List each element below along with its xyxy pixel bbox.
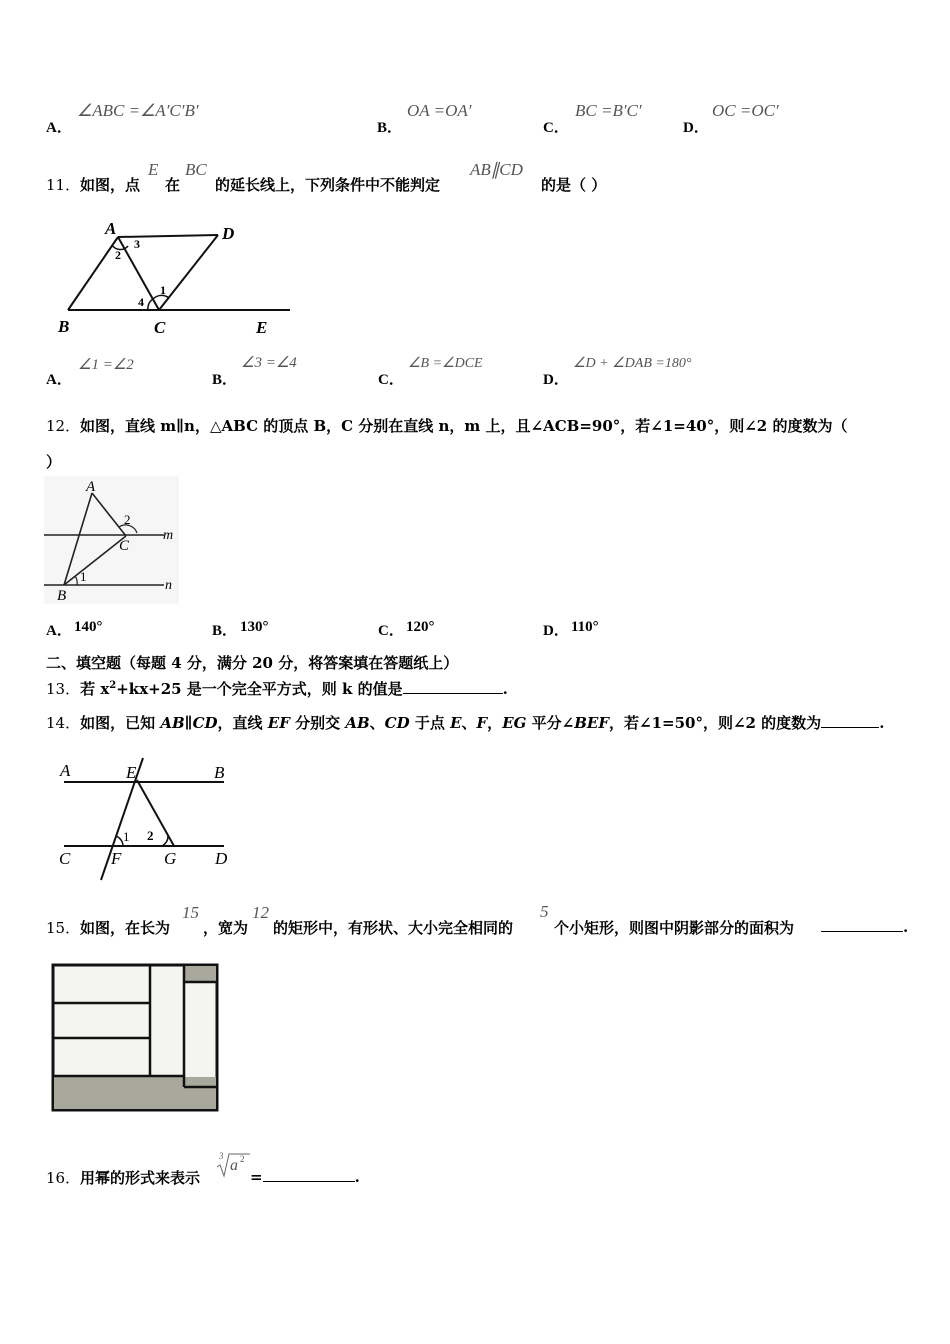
q12-option-d-letter: D． <box>543 623 569 639</box>
fig11-angle-4: 4 <box>138 295 144 309</box>
q11-text-3: 的延长线上，下列条件中不能判定 <box>215 176 441 194</box>
q10-option-a-letter: A． <box>46 120 72 136</box>
q14-text-8: 平分∠ <box>526 714 575 732</box>
angle-arc-2 <box>162 836 168 846</box>
q14-text-2: ，直线 <box>217 714 268 732</box>
q13-end: . <box>502 680 508 698</box>
q15-text-3: 的矩形中，有形状、大小完全相同的 <box>273 919 514 937</box>
q14-text-4: 、 <box>369 714 385 732</box>
q11-text-4: 的是（ ） <box>541 176 607 194</box>
fig12-label-a: A <box>86 479 96 495</box>
q14-text-5: 于点 <box>409 714 451 732</box>
q11-option-b-letter: B． <box>212 372 238 388</box>
q12-option-a-letter: A． <box>46 623 72 639</box>
q16-radical <box>216 1152 252 1178</box>
q10-option-c-expr: BC =B′C′ <box>575 101 642 120</box>
q14-line <box>46 712 884 733</box>
q15-number: 15． <box>46 919 81 937</box>
q12-option-b-value: 130° <box>240 619 269 635</box>
q14-end: . <box>879 714 885 732</box>
fig14-label-e: E <box>126 763 137 782</box>
q16-answer-blank[interactable] <box>263 1167 355 1182</box>
fig12-label-m: m <box>163 528 174 543</box>
fig12-angle-1: 1 <box>80 569 87 584</box>
q14-math-abcd: AB∥CD <box>160 714 218 732</box>
fig11-angle-1: 1 <box>160 283 166 297</box>
q13-answer-blank[interactable] <box>403 679 503 694</box>
fig14-angle-2: 2 <box>147 828 154 843</box>
fig14-label-f: F <box>111 849 122 868</box>
fig12-label-b: B <box>57 588 67 604</box>
fig12-label-c: C <box>119 538 130 554</box>
q14-math-bef: BEF <box>574 714 609 732</box>
q12-option-a-value: 140° <box>74 619 103 635</box>
q13-sup: 2 <box>109 680 117 691</box>
q14-text-6: 、 <box>461 714 477 732</box>
q16-radicand-sup: 2 <box>240 1154 245 1164</box>
q11-math-e: E <box>148 160 159 179</box>
q11-math-bc: BC <box>185 160 207 179</box>
q12-option-b-letter: B． <box>212 623 238 639</box>
q11-math-abcd: AB∥CD <box>470 160 523 179</box>
fig12-label-n: n <box>165 578 172 593</box>
q15-math-15: 15 <box>182 903 199 922</box>
q14-text-3: 分别交 <box>289 714 346 732</box>
q10-option-a-expr: ∠ABC =∠A′C′B′ <box>77 101 199 120</box>
q14-math-ab: AB <box>345 714 370 732</box>
q14-answer-blank[interactable] <box>821 713 879 728</box>
shaded-corner <box>184 966 216 982</box>
q16-text-1: 用幂的形式来表示 <box>80 1169 201 1187</box>
q16-root-index: 3 <box>219 1151 224 1161</box>
q14-math-cd: CD <box>384 714 410 732</box>
q15-text-4: 个小矩形，则图中阴影部分的面积为 <box>554 919 795 937</box>
fig14-label-c: C <box>59 849 71 868</box>
angle-arc-1 <box>116 836 123 846</box>
q12-text: 如图，直线 m∥n，△ABC 的顶点 B，C 分别在直线 n，m 上，且∠ACB=90°，若∠1=40°，则∠2 的度数为（ <box>80 417 848 435</box>
q11-option-c-letter: C． <box>378 372 404 388</box>
q14-math-e: E <box>450 714 462 732</box>
section-title: 二、填空题（每题 4 分，满分 20 分，将答案填在答题纸上） <box>46 654 459 672</box>
q14-math-ef: EF <box>267 714 290 732</box>
q12-figure <box>44 476 179 604</box>
fig14-angle-1: 1 <box>123 829 130 844</box>
q15-answer-line <box>821 917 908 936</box>
fig11-label-b: B <box>58 317 70 336</box>
q15-figure <box>50 962 220 1114</box>
fig11-angle-2: 2 <box>115 248 121 262</box>
fig11-angle-3: 3 <box>134 237 140 251</box>
fig11-label-c: C <box>154 318 166 337</box>
q11-option-c-expr: ∠B =∠DCE <box>408 356 483 371</box>
q16-answer-line <box>250 1167 360 1186</box>
q15-text-1: 如图，在长为 <box>80 919 171 937</box>
fig11-label-d: D <box>222 224 235 243</box>
fig12-angle-2: 2 <box>124 512 131 527</box>
q12-option-d-value: 110° <box>571 619 599 635</box>
q11-option-d-letter: D． <box>543 372 569 388</box>
q10-option-b-expr: OA =OA′ <box>407 101 472 120</box>
fig14-label-g: G <box>164 849 177 868</box>
q16-radicand: a <box>230 1157 238 1174</box>
q11-figure <box>50 216 300 341</box>
line-ef <box>101 758 143 880</box>
shaded-bottom <box>54 1077 216 1109</box>
q13-line <box>46 678 508 699</box>
q15-text-2: ，宽为 <box>203 919 249 937</box>
q10-option-b-letter: B． <box>377 120 403 136</box>
q16-number: 16． <box>46 1169 81 1187</box>
angle-arc-4 <box>148 299 153 310</box>
q12-option-c-letter: C． <box>378 623 404 639</box>
fig14-label-a: A <box>60 761 71 780</box>
segment-cd <box>159 235 218 310</box>
fig11-label-a: A <box>105 219 117 238</box>
q14-text-1: 如图，已知 <box>80 714 161 732</box>
q12-number: 12． <box>46 417 81 435</box>
q11-option-d-expr: ∠D + ∠DAB =180° <box>573 356 692 371</box>
q13-text-2: +kx+25 是一个完全平方式，则 k 的值是 <box>116 680 403 698</box>
q11-option-a-expr: ∠1 =∠2 <box>78 357 134 373</box>
segment-ab <box>68 237 118 310</box>
q14-math-eg: EG <box>502 714 527 732</box>
q14-math-f: F <box>476 714 488 732</box>
q15-math-12: 12 <box>252 903 269 922</box>
q15-math-5: 5 <box>540 902 549 921</box>
q12-option-c-value: 120° <box>406 619 435 635</box>
q13-number: 13． <box>46 680 81 698</box>
q14-text-9: ，若∠1=50°，则∠2 的度数为 <box>609 714 822 732</box>
q16-equals: = <box>250 1168 263 1186</box>
q11-text-1: 如图，点 <box>80 176 141 194</box>
q14-number: 14． <box>46 714 81 732</box>
q13-text-1: 若 x <box>80 680 110 698</box>
q14-text-7: ， <box>487 714 503 732</box>
q15-answer-blank[interactable] <box>821 917 903 932</box>
fig14-label-d: D <box>215 849 228 868</box>
fig14-label-b: B <box>214 763 225 782</box>
q10-option-d-letter: D． <box>683 120 709 136</box>
fig11-label-e: E <box>256 318 268 337</box>
q12-text-close: ） <box>46 453 62 471</box>
q11-option-b-expr: ∠3 =∠4 <box>241 355 297 371</box>
q11-number: 11． <box>46 176 81 194</box>
q14-figure <box>56 754 236 884</box>
q10-option-c-letter: C． <box>543 120 569 136</box>
segment-ad <box>118 235 218 237</box>
q11-option-a-letter: A． <box>46 372 72 388</box>
q15-end: . <box>903 918 909 936</box>
q11-text-2: 在 <box>165 176 181 194</box>
q10-option-d-expr: OC =OC′ <box>712 101 779 120</box>
q16-end: . <box>354 1168 360 1186</box>
